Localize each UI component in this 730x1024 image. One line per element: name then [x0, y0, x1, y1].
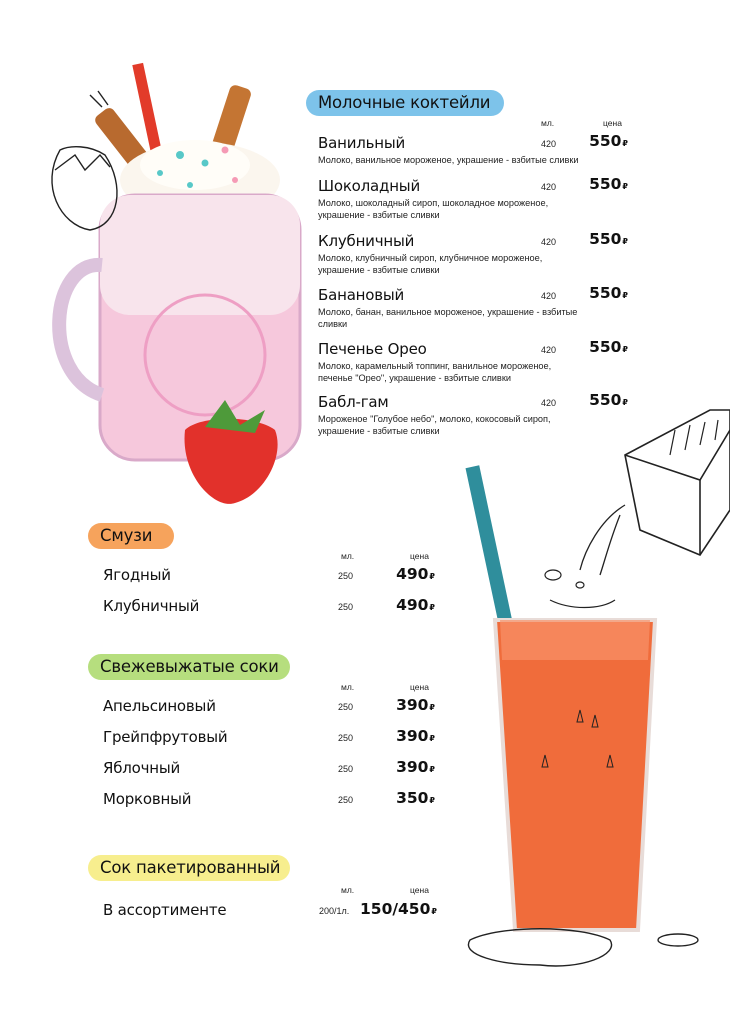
item-name: Грейпфрутовый	[103, 728, 228, 746]
currency-symbol: ₽	[622, 139, 628, 148]
item-name: Клубничный	[318, 232, 415, 250]
item-description: Мороженое "Голубое небо", молоко, кокосовый сироп, украшение - взбитые сливки	[318, 414, 551, 436]
price-value: 490	[396, 596, 429, 614]
item-volume: 420	[541, 291, 557, 301]
currency-symbol: ₽	[429, 603, 435, 612]
currency-symbol: ₽	[429, 796, 435, 805]
item-volume: 250	[338, 602, 354, 612]
column-header-price: цена	[410, 682, 429, 692]
item-name: Ванильный	[318, 134, 406, 152]
item-volume: 420	[541, 345, 557, 355]
currency-symbol: ₽	[622, 182, 628, 191]
item-description: Молоко, банан, ванильное мороженое, украшение - взбитые сливки	[318, 307, 578, 329]
item-volume: 250	[338, 764, 354, 774]
item-name: Печенье Орео	[318, 340, 427, 358]
price-value: 350	[396, 789, 429, 807]
item-price	[390, 727, 435, 745]
item-volume: 420	[541, 182, 557, 192]
item-volume: 420	[541, 139, 557, 149]
item-volume: 250	[338, 702, 354, 712]
price-value: 550	[589, 391, 622, 409]
column-header-price: цена	[410, 551, 429, 561]
item-description: Молоко, клубничный сироп, клубничное мороженое, украшение - взбитые сливки	[318, 253, 543, 275]
column-header-volume: мл.	[341, 682, 355, 692]
currency-symbol: ₽	[622, 398, 628, 407]
item-volume: 250	[338, 733, 354, 743]
section-title-packaged-juice: Сок пакетированный	[88, 855, 290, 881]
price-value: 390	[396, 727, 429, 745]
item-name: Морковный	[103, 790, 192, 808]
price-value: 550	[589, 132, 622, 150]
item-price	[586, 338, 628, 356]
price-value: 490	[396, 565, 429, 583]
currency-symbol: ₽	[622, 237, 628, 246]
column-header-volume: мл.	[541, 118, 555, 128]
item-price	[586, 132, 628, 150]
section-title-fresh-juices: Свежевыжатые соки	[88, 654, 290, 680]
item-description: Молоко, ванильное мороженое, украшение - взбитые сливки	[318, 155, 579, 165]
column-header-volume: мл.	[341, 551, 355, 561]
currency-symbol: ₽	[429, 572, 435, 581]
currency-symbol: ₽	[622, 345, 628, 354]
item-price	[586, 175, 628, 193]
price-value: 150/450	[360, 900, 431, 918]
column-header-volume: мл.	[341, 885, 355, 895]
currency-symbol: ₽	[429, 734, 435, 743]
currency-symbol: ₽	[622, 291, 628, 300]
item-name: В ассортименте	[103, 901, 227, 919]
currency-symbol: ₽	[429, 765, 435, 774]
column-header-price: цена	[410, 885, 429, 895]
item-price	[390, 696, 435, 714]
item-price	[360, 900, 435, 918]
item-price	[390, 789, 435, 807]
item-volume: 250	[338, 571, 354, 581]
currency-symbol: ₽	[429, 703, 435, 712]
item-volume: 250	[338, 795, 354, 805]
item-price	[390, 565, 435, 583]
item-price	[390, 596, 435, 614]
item-description: Молоко, карамельный топпинг, ванильное мороженое, печенье "Орео", украшение - взбитые сливки	[318, 361, 552, 383]
item-volume: 200/1л.	[319, 906, 350, 916]
juice-glass-illustration	[460, 410, 730, 970]
item-price	[390, 758, 435, 776]
column-header-price: цена	[603, 118, 622, 128]
item-name: Яблочный	[103, 759, 181, 777]
section-title-milkshakes: Молочные коктейли	[306, 90, 504, 116]
item-volume: 420	[541, 398, 557, 408]
currency-symbol: ₽	[431, 907, 437, 916]
price-value: 550	[589, 284, 622, 302]
item-name: Ягодный	[103, 566, 171, 584]
item-name: Шоколадный	[318, 177, 421, 195]
price-value: 550	[589, 175, 622, 193]
section-title-smoothies: Смузи	[88, 523, 174, 549]
item-volume: 420	[541, 237, 557, 247]
item-price	[586, 284, 628, 302]
item-price	[586, 230, 628, 248]
price-value: 390	[396, 696, 429, 714]
price-value: 550	[589, 338, 622, 356]
milkshake-illustration	[30, 55, 330, 515]
price-value: 550	[589, 230, 622, 248]
price-value: 390	[396, 758, 429, 776]
item-price	[586, 391, 628, 409]
item-description: Молоко, шоколадный сироп, шоколадное мороженое, украшение - взбитые сливки	[318, 198, 549, 220]
item-name: Клубничный	[103, 597, 200, 615]
item-name: Бабл-гам	[318, 393, 389, 411]
item-name: Банановый	[318, 286, 405, 304]
item-name: Апельсиновый	[103, 697, 216, 715]
